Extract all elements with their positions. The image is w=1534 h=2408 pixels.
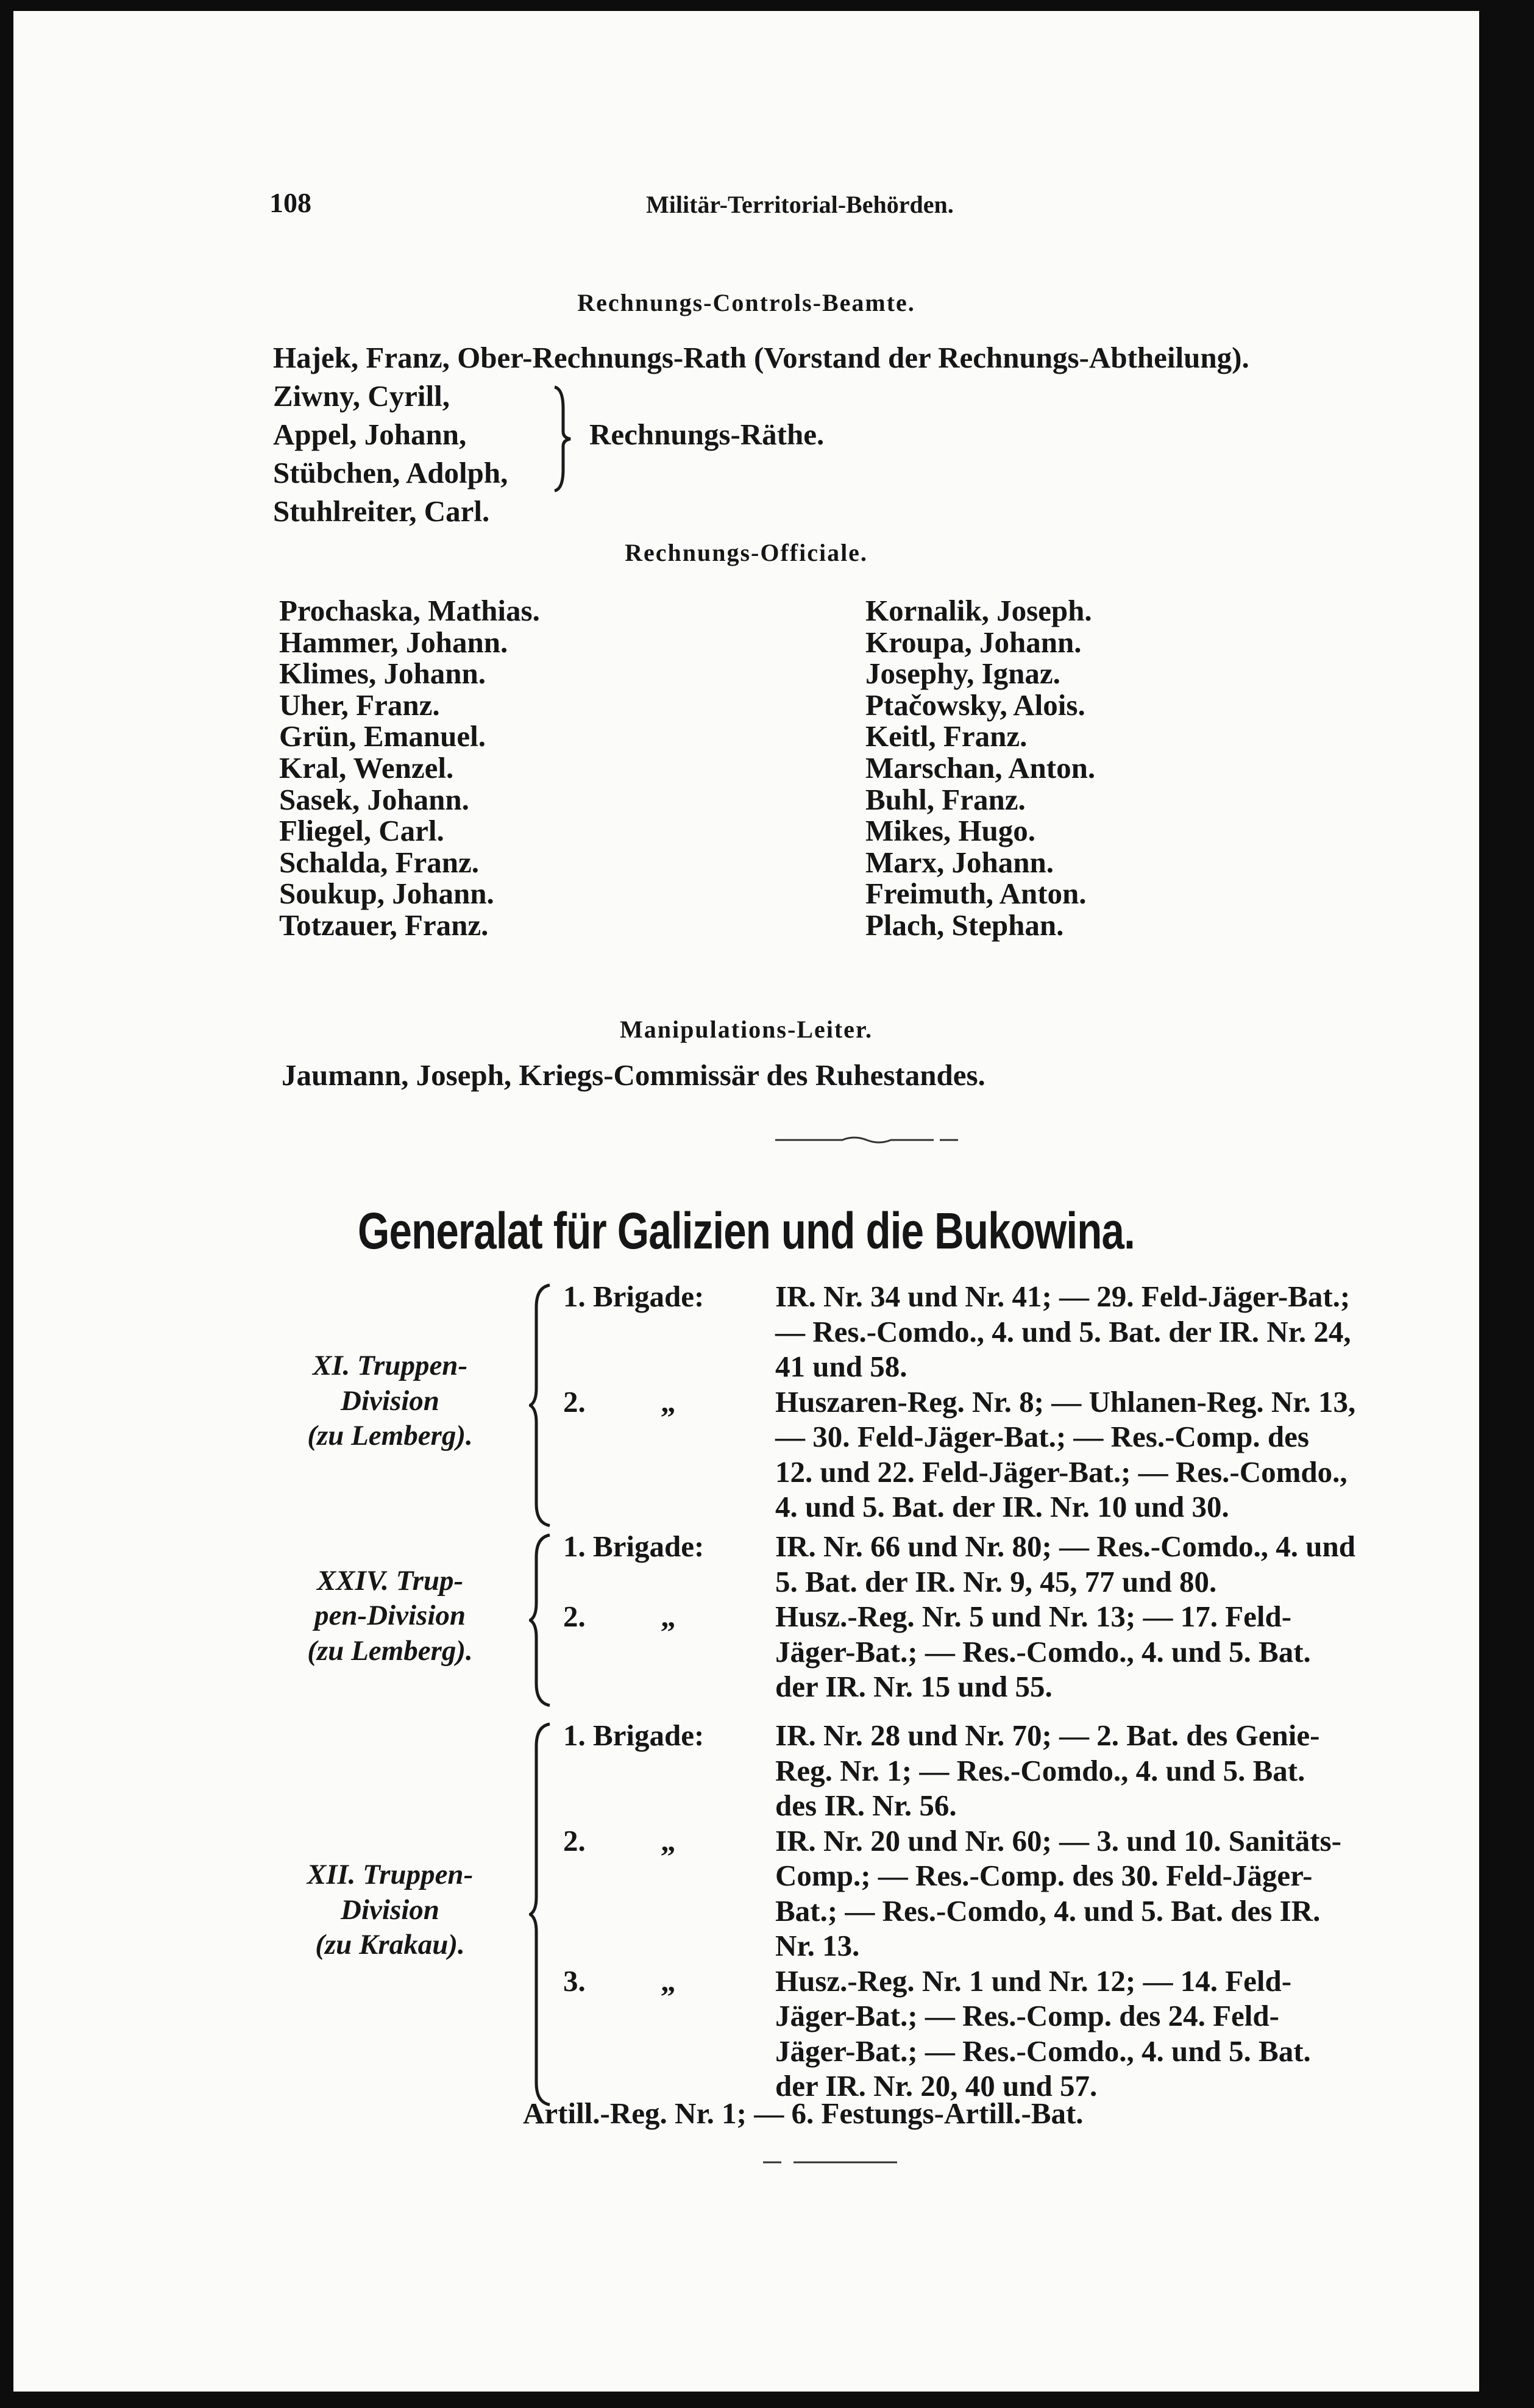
- running-title: Militär-Territorial-Behörden.: [646, 191, 954, 218]
- brigade-number: 2.: [563, 1600, 586, 1633]
- brigade-number: 1. Brigade:: [563, 1530, 705, 1563]
- brigade-line: Husz.-Reg. Nr. 5 und Nr. 13; — 17. Feld-: [775, 1600, 1292, 1633]
- division-name: XXIV. Trup-: [316, 1564, 464, 1597]
- brigade-line: IR. Nr. 28 und Nr. 70; — 2. Bat. des Genie-: [775, 1719, 1320, 1752]
- member-2: Appel, Johann,: [273, 418, 467, 451]
- brigade-line: Reg. Nr. 1; — Res.-Comdo., 4. und 5. Bat.: [775, 1753, 1305, 1787]
- official-left-8: Fliegel, Carl.: [279, 814, 444, 848]
- brigade-number: 2.: [563, 1823, 586, 1858]
- official-right-7: Buhl, Franz.: [865, 782, 1026, 816]
- official-right-4: Ptačowsky, Alois.: [865, 688, 1085, 722]
- official-right-6: Marschan, Anton.: [865, 751, 1096, 785]
- division-brace: [529, 1722, 553, 2107]
- member-3: Stübchen, Adolph,: [273, 456, 508, 490]
- brigade-line: 12. und 22. Feld-Jäger-Bat.; — Res.-Comdo.,: [775, 1455, 1348, 1489]
- page-number: 108: [269, 187, 311, 218]
- ditto-mark: „: [661, 1600, 676, 1633]
- division-name: (zu Lemberg).: [307, 1420, 473, 1452]
- section-title-controls: Rechnungs-Controls-Beamte.: [577, 289, 915, 316]
- brigade-number: 3.: [563, 1964, 586, 1998]
- division-name: (zu Lemberg).: [307, 1634, 473, 1667]
- main-heading: Generalat für Galizien und die Bukowina.: [358, 1202, 1135, 1259]
- division-name: Division: [341, 1893, 439, 1926]
- brigade-number: 2.: [563, 1384, 586, 1419]
- ditto-mark: „: [661, 1384, 676, 1419]
- brigade-line: Jäger-Bat.; — Res.-Comp. des 24. Feld-: [775, 1999, 1279, 2032]
- division-brace: [529, 1533, 553, 1708]
- official-right-2: Kroupa, Johann.: [865, 625, 1082, 659]
- brigade-line: des IR. Nr. 56.: [775, 1789, 957, 1822]
- official-right-11: Plach, Stephan.: [865, 908, 1064, 942]
- artillery-line: Artill.-Reg. Nr. 1; — 6. Festungs-Artill.-Bat.: [523, 2096, 1084, 2130]
- lead-official: Hajek, Franz, Ober-Rechnungs-Rath (Vorstand der Rechnungs-Abtheilung).: [273, 341, 1249, 374]
- brigade-line: Jäger-Bat.; — Res.-Comdo., 4. und 5. Bat.: [775, 2034, 1311, 2068]
- members-title: Rechnungs-Räthe.: [589, 418, 825, 451]
- ditto-mark: „: [661, 1823, 676, 1858]
- brigade-line: — 30. Feld-Jäger-Bat.; — Res.-Comp. des: [775, 1420, 1309, 1453]
- ditto-mark: „: [661, 1964, 676, 1998]
- section-title-officiale: Rechnungs-Officiale.: [625, 539, 868, 566]
- members-brace: [550, 384, 574, 494]
- division-brace: [529, 1283, 553, 1528]
- division-name: XII. Truppen-: [307, 1859, 474, 1890]
- brigade-line: 41 und 58.: [775, 1350, 907, 1383]
- official-right-10: Freimuth, Anton.: [865, 877, 1087, 911]
- brigade-line: IR. Nr. 34 und Nr. 41; — 29. Feld-Jäger-Bat.;: [775, 1280, 1351, 1313]
- official-right-9: Marx, Johann.: [865, 845, 1054, 879]
- brigade-line: Bat.; — Res.-Comdo, 4. und 5. Bat. des IR.: [775, 1893, 1321, 1928]
- official-left-10: Soukup, Johann.: [279, 877, 494, 911]
- official-left-9: Schalda, Franz.: [279, 845, 480, 879]
- section-title-manipulation: Manipulations-Leiter.: [620, 1016, 873, 1043]
- official-left-5: Grün, Emanuel.: [279, 719, 486, 753]
- division-name: XI. Truppen-: [312, 1350, 468, 1381]
- brigade-line: der IR. Nr. 20, 40 und 57.: [775, 2069, 1098, 2103]
- division-name: Division: [341, 1384, 439, 1417]
- brigade-line: IR. Nr. 66 und Nr. 80; — Res.-Comdo., 4. und: [775, 1530, 1356, 1563]
- official-left-7: Sasek, Johann.: [279, 782, 469, 816]
- official-right-8: Mikes, Hugo.: [865, 814, 1036, 848]
- brigade-line: Jäger-Bat.; — Res.-Comdo., 4. und 5. Bat.: [775, 1634, 1311, 1669]
- last-official: Stuhlreiter, Carl.: [273, 494, 490, 528]
- brigade-line: Nr. 13.: [775, 1929, 860, 1962]
- brigade-number: 1. Brigade:: [563, 1280, 705, 1313]
- official-left-11: Totzauer, Franz.: [279, 908, 489, 942]
- manipulation-leader: Jaumann, Joseph, Kriegs-Commissär des Ruhestandes.: [282, 1058, 985, 1092]
- member-1: Ziwny, Cyrill,: [273, 379, 450, 413]
- brigade-line: Husz.-Reg. Nr. 1 und Nr. 12; — 14. Feld-: [775, 1964, 1292, 1998]
- official-left-1: Prochaska, Mathias.: [279, 594, 540, 627]
- brigade-line: 5. Bat. der IR. Nr. 9, 45, 77 und 80.: [775, 1564, 1217, 1598]
- official-right-1: Kornalik, Joseph.: [865, 594, 1092, 627]
- brigade-line: Huszaren-Reg. Nr. 8; — Uhlanen-Reg. Nr. 13,: [775, 1384, 1356, 1419]
- document-page: [13, 11, 1479, 2392]
- official-right-5: Keitl, Franz.: [865, 719, 1028, 753]
- official-left-4: Uher, Franz.: [279, 688, 440, 722]
- end-rule: [763, 2158, 909, 2167]
- brigade-number: 1. Brigade:: [563, 1719, 705, 1752]
- brigade-line: 4. und 5. Bat. der IR. Nr. 10 und 30.: [775, 1490, 1229, 1523]
- brigade-line: IR. Nr. 20 und Nr. 60; — 3. und 10. Sanitäts-: [775, 1823, 1341, 1858]
- official-left-2: Hammer, Johann.: [279, 625, 508, 659]
- official-left-3: Klimes, Johann.: [279, 657, 486, 691]
- brigade-line: der IR. Nr. 15 und 55.: [775, 1670, 1053, 1703]
- ornament-separator: [775, 1134, 958, 1146]
- division-name: (zu Krakau).: [315, 1929, 465, 1961]
- official-left-6: Kral, Wenzel.: [279, 751, 454, 785]
- brigade-line: Comp.; — Res.-Comp. des 30. Feld-Jäger-: [775, 1859, 1313, 1892]
- official-right-3: Josephy, Ignaz.: [865, 657, 1060, 691]
- division-name: pen-Division: [314, 1600, 466, 1631]
- brigade-line: — Res.-Comdo., 4. und 5. Bat. der IR. Nr. 24,: [775, 1314, 1351, 1348]
